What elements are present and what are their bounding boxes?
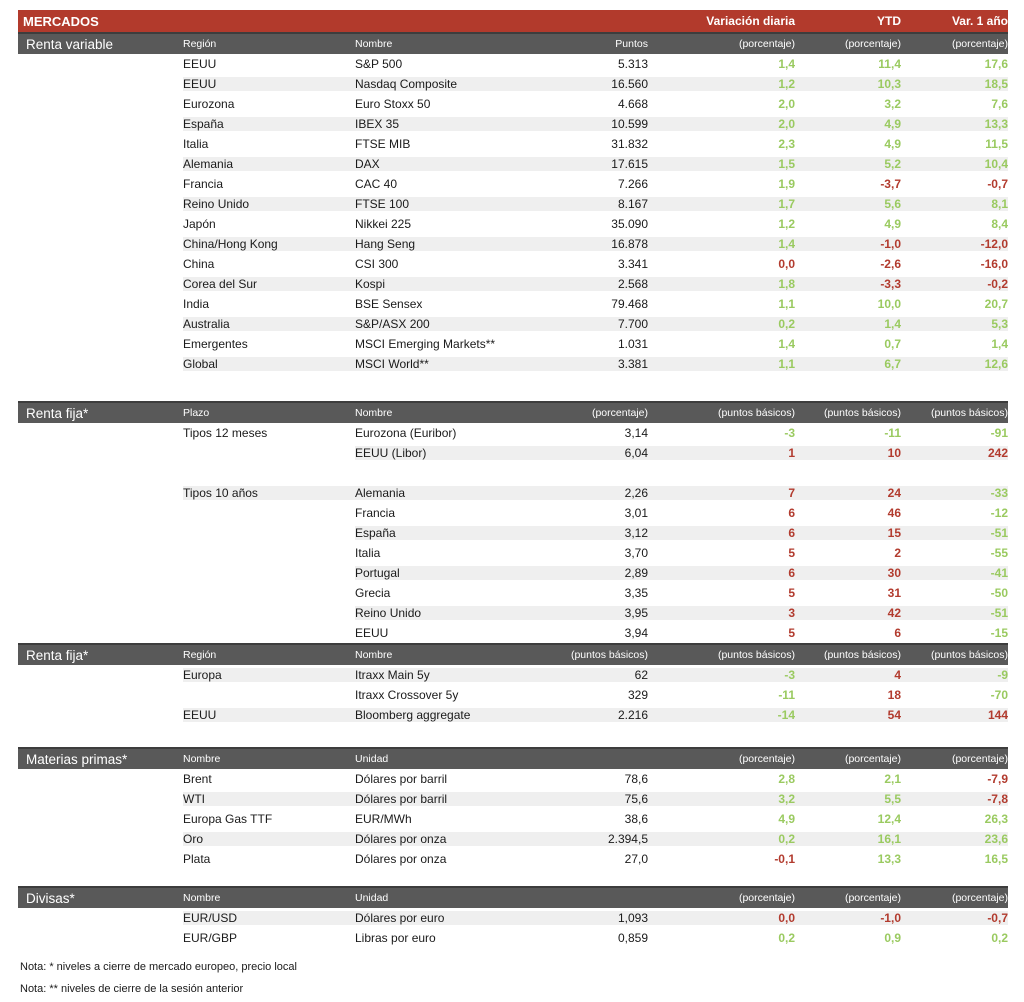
value-cell: 10.599 <box>558 117 648 131</box>
daily-change-cell: 6 <box>788 506 795 520</box>
section-label: Materias primas* <box>26 751 128 767</box>
footnotes <box>20 956 1008 1000</box>
row-label-cell: WTI <box>183 792 355 806</box>
table-row <box>18 789 1008 809</box>
row-label-cell: EEUU <box>183 77 355 91</box>
daily-change-cell: 1,4 <box>778 57 795 71</box>
section-header <box>18 643 1008 665</box>
ytd-header: (porcentaje) <box>844 892 901 904</box>
daily-header: (puntos básicos) <box>717 649 795 661</box>
table-row <box>18 543 1008 563</box>
value-header: (porcentaje) <box>591 407 648 419</box>
table-row <box>18 483 1008 503</box>
name-cell: Eurozona (Euribor) <box>355 426 457 440</box>
name-cell: Libras por euro <box>355 931 436 945</box>
value-cell: 3.341 <box>617 257 648 271</box>
value-cell: 79.468 <box>611 297 648 311</box>
1y-change-cell: 12,6 <box>901 357 1008 371</box>
1y-change-cell: -9 <box>901 668 1008 682</box>
table-row <box>18 928 1008 948</box>
ytd-change-cell: 15 <box>795 526 901 540</box>
table-row <box>18 563 1008 583</box>
col1-header: Región <box>183 649 217 661</box>
value-cell: 2.568 <box>558 277 648 291</box>
ytd-change-cell: 16,1 <box>795 832 901 846</box>
section-label: Renta fija* <box>26 647 89 663</box>
value-cell: 2,26 <box>558 486 648 500</box>
ytd-change-cell: 3,2 <box>884 97 901 111</box>
1y-change-cell: 5,3 <box>901 317 1008 331</box>
1y-change-cell: 11,5 <box>985 137 1008 151</box>
value-cell: 62 <box>558 668 648 682</box>
table-row <box>18 809 1008 829</box>
1y-change-cell: -0,7 <box>901 911 1008 925</box>
table-row <box>18 94 1008 114</box>
table-row <box>18 314 1008 334</box>
row-label-cell: EEUU <box>183 57 217 71</box>
name-cell: IBEX 35 <box>355 117 558 131</box>
daily-change-cell: 6 <box>648 526 795 540</box>
name-cell: Hang Seng <box>355 237 558 251</box>
section-label: Divisas* <box>26 890 75 906</box>
table-row <box>18 274 1008 294</box>
name-cell: Francia <box>355 506 396 520</box>
row-label-cell: Francia <box>183 177 224 191</box>
1y-change-cell: -33 <box>901 486 1008 500</box>
value-cell: 31.832 <box>611 137 648 151</box>
daily-change-cell: 1,9 <box>778 177 795 191</box>
ytd-change-cell: 24 <box>795 486 901 500</box>
ytd-change-cell: 5,2 <box>795 157 901 171</box>
1y-change-cell: 10,4 <box>901 157 1008 171</box>
value-cell: 38,6 <box>624 812 648 826</box>
name-cell: Dólares por onza <box>355 832 558 846</box>
footnote-2: Nota: ** niveles de cierre de la sesión anterior <box>20 983 244 995</box>
ytd-change-cell: 13,3 <box>877 852 901 866</box>
section <box>18 32 1008 374</box>
name-cell: Grecia <box>355 586 391 600</box>
row-label-cell: Corea del Sur <box>183 277 355 291</box>
markets-table <box>18 10 1008 1000</box>
name-cell: Nasdaq Composite <box>355 77 558 91</box>
value-cell: 2.216 <box>558 708 648 722</box>
row-label-cell: Australia <box>183 317 355 331</box>
row-label-cell: Japón <box>183 217 216 231</box>
daily-change-cell: 1,2 <box>648 77 795 91</box>
ytd-change-cell: 18 <box>887 688 901 702</box>
ytd-change-cell: 0,9 <box>884 931 901 945</box>
daily-change-cell: 1,8 <box>648 277 795 291</box>
section <box>18 401 1008 643</box>
row-label-cell: Europa Gas TTF <box>183 812 273 826</box>
title-bar <box>18 10 1008 32</box>
ytd-change-cell: 1,4 <box>795 317 901 331</box>
table-row <box>18 114 1008 134</box>
ytd-change-cell: 2,1 <box>884 772 901 786</box>
daily-change-cell: 0,0 <box>778 257 795 271</box>
1y-change-cell: -51 <box>901 526 1008 540</box>
name-cell: Reino Unido <box>355 606 558 620</box>
col2-header: Unidad <box>355 753 389 765</box>
ytd-change-cell: -3,3 <box>795 277 901 291</box>
col1-header: Nombre <box>183 753 221 765</box>
daily-change-cell: 5 <box>788 586 795 600</box>
section-header <box>18 886 1008 908</box>
name-cell: S&P 500 <box>355 57 403 71</box>
1y-change-cell: -16,0 <box>980 257 1008 271</box>
1y-change-cell: -0,7 <box>987 177 1008 191</box>
1y-change-cell: -41 <box>901 566 1008 580</box>
table-row <box>18 254 1008 274</box>
ytd-change-cell: -1,0 <box>795 237 901 251</box>
value-cell: 2,89 <box>558 566 648 580</box>
1y-change-cell: 1,4 <box>991 337 1008 351</box>
row-label-cell: Reino Unido <box>183 197 355 211</box>
ytd-change-cell: 4 <box>795 668 901 682</box>
ytd-change-cell: 42 <box>795 606 901 620</box>
value-cell: 8.167 <box>558 197 648 211</box>
1y-change-cell: 7,6 <box>991 97 1008 111</box>
table-row <box>18 665 1008 685</box>
ytd-change-cell: 5,5 <box>795 792 901 806</box>
table-row <box>18 423 1008 443</box>
daily-change-cell: 0,2 <box>648 317 795 331</box>
daily-change-cell: -3 <box>648 668 795 682</box>
daily-header: (porcentaje) <box>738 753 795 765</box>
name-cell: EEUU <box>355 626 389 640</box>
table-row <box>18 214 1008 234</box>
value-cell: 16.560 <box>558 77 648 91</box>
daily-change-cell: 2,8 <box>778 772 795 786</box>
name-cell: S&P/ASX 200 <box>355 317 558 331</box>
name-cell: Alemania <box>355 486 558 500</box>
name-cell: MSCI Emerging Markets** <box>355 337 496 351</box>
daily-header: (porcentaje) <box>738 892 795 904</box>
value-cell: 7.266 <box>617 177 648 191</box>
ytd-change-cell: -3,7 <box>880 177 901 191</box>
col1-header: Región <box>183 38 217 50</box>
1y-change-cell: -15 <box>990 626 1008 640</box>
row-label-cell: Oro <box>183 832 355 846</box>
col2-header: Nombre <box>355 38 393 50</box>
daily-change-cell: 0,2 <box>648 832 795 846</box>
ytd-change-cell: 2 <box>894 546 901 560</box>
daily-change-cell: 1,4 <box>648 237 795 251</box>
table-row <box>18 829 1008 849</box>
value-cell: 3,01 <box>624 506 648 520</box>
ytd-change-cell: 5,6 <box>795 197 901 211</box>
ytd-change-cell: 0,7 <box>884 337 901 351</box>
value-cell: 3,95 <box>558 606 648 620</box>
row-label-cell: EUR/GBP <box>183 931 238 945</box>
1y-change-cell: 13,3 <box>901 117 1008 131</box>
1y-change-cell: 16,5 <box>984 852 1008 866</box>
value-cell: 27,0 <box>624 852 648 866</box>
ytd-header: (puntos básicos) <box>823 407 901 419</box>
1y-change-cell: 26,3 <box>984 812 1008 826</box>
ytd-change-cell: 10 <box>795 446 901 460</box>
col2-header: Unidad <box>355 892 389 904</box>
table-row <box>18 523 1008 543</box>
col1-header: Plazo <box>183 407 210 419</box>
daily-change-cell: 3,2 <box>648 792 795 806</box>
daily-change-cell: -0,1 <box>774 852 795 866</box>
1y-change-cell: -7,8 <box>901 792 1008 806</box>
sections-container <box>18 32 1008 948</box>
section <box>18 886 1008 948</box>
daily-change-cell: -14 <box>648 708 795 722</box>
table-row <box>18 74 1008 94</box>
value-cell: 0,859 <box>617 931 648 945</box>
row-label-cell: Brent <box>183 772 212 786</box>
name-cell: Kospi <box>355 277 558 291</box>
1y-header: (porcentaje) <box>951 38 1008 50</box>
name-cell: Itraxx Crossover 5y <box>355 688 459 702</box>
ytd-header: (puntos básicos) <box>823 649 901 661</box>
daily-change-cell: 0,0 <box>648 911 795 925</box>
section-header <box>18 32 1008 54</box>
name-cell: Italia <box>355 546 381 560</box>
value-cell: 329 <box>627 688 648 702</box>
name-cell: Dólares por euro <box>355 911 558 925</box>
col2-header: Nombre <box>355 649 393 661</box>
name-cell: Dólares por barril <box>355 792 558 806</box>
name-cell: CSI 300 <box>355 257 399 271</box>
table-row <box>18 294 1008 314</box>
table-row <box>18 334 1008 354</box>
value-cell: 3,35 <box>624 586 648 600</box>
section-label: Renta fija* <box>26 405 89 421</box>
ytd-change-cell: 31 <box>887 586 901 600</box>
1y-change-cell: 0,2 <box>991 931 1008 945</box>
1y-change-cell: 144 <box>901 708 1008 722</box>
1y-change-cell: -0,2 <box>901 277 1008 291</box>
row-label-cell: España <box>183 117 355 131</box>
table-row <box>18 685 1008 705</box>
name-cell: Dólares por onza <box>355 852 447 866</box>
column-title-ytd: YTD <box>877 14 901 28</box>
daily-change-cell: 1,1 <box>778 297 795 311</box>
ytd-change-cell: 6,7 <box>795 357 901 371</box>
value-cell: 1,093 <box>558 911 648 925</box>
name-cell: CAC 40 <box>355 177 398 191</box>
value-cell: 3.381 <box>558 357 648 371</box>
table-row <box>18 623 1008 643</box>
1y-change-cell: 8,1 <box>901 197 1008 211</box>
spacer-row <box>18 463 1008 483</box>
daily-change-cell: 5 <box>788 546 795 560</box>
table-row <box>18 603 1008 623</box>
daily-change-cell: 1,7 <box>648 197 795 211</box>
value-cell: 17.615 <box>558 157 648 171</box>
table-row <box>18 134 1008 154</box>
row-label-cell: China <box>183 257 215 271</box>
daily-change-cell: 1,1 <box>648 357 795 371</box>
ytd-change-cell: 12,4 <box>877 812 901 826</box>
row-label-cell: Eurozona <box>183 97 235 111</box>
daily-change-cell: 0,2 <box>778 931 795 945</box>
table-row <box>18 769 1008 789</box>
1y-change-cell: 8,4 <box>991 217 1008 231</box>
ytd-change-cell: 30 <box>795 566 901 580</box>
1y-header: (puntos básicos) <box>930 649 1008 661</box>
ytd-change-cell: 11,4 <box>878 57 901 71</box>
ytd-header: (porcentaje) <box>844 753 901 765</box>
daily-header: (puntos básicos) <box>717 407 795 419</box>
name-cell: MSCI World** <box>355 357 558 371</box>
daily-change-cell: 6 <box>648 566 795 580</box>
value-cell: 2.394,5 <box>558 832 648 846</box>
table-row <box>18 908 1008 928</box>
name-cell: FTSE 100 <box>355 197 558 211</box>
value-header: Puntos <box>615 38 648 50</box>
1y-change-cell: 17,6 <box>984 57 1008 71</box>
name-cell: Bloomberg aggregate <box>355 708 558 722</box>
row-label-cell: Europa <box>183 668 355 682</box>
name-cell: Itraxx Main 5y <box>355 668 558 682</box>
table-row <box>18 234 1008 254</box>
row-label-cell: Alemania <box>183 157 355 171</box>
1y-change-cell: 23,6 <box>901 832 1008 846</box>
table-row <box>18 194 1008 214</box>
daily-change-cell: 3 <box>648 606 795 620</box>
value-cell: 3,94 <box>624 626 648 640</box>
value-cell: 6,04 <box>558 446 648 460</box>
name-cell: EEUU (Libor) <box>355 446 558 460</box>
1y-header: (puntos básicos) <box>930 407 1008 419</box>
value-header: (puntos básicos) <box>570 649 648 661</box>
1y-change-cell: -12 <box>990 506 1008 520</box>
daily-change-cell: 1,5 <box>648 157 795 171</box>
daily-change-cell: -11 <box>778 688 795 702</box>
name-cell: Portugal <box>355 566 558 580</box>
column-title-1y-variation: Var. 1 año <box>951 14 1008 28</box>
ytd-change-cell: 6 <box>894 626 901 640</box>
daily-change-cell: 5 <box>788 626 795 640</box>
row-label-cell: Emergentes <box>183 337 248 351</box>
1y-change-cell: 20,7 <box>984 297 1008 311</box>
ytd-change-cell: -11 <box>884 426 901 440</box>
daily-change-cell: 1,2 <box>778 217 795 231</box>
daily-change-cell: 1,4 <box>778 337 795 351</box>
daily-change-cell: 2,0 <box>778 97 795 111</box>
row-label-cell: EEUU <box>183 708 355 722</box>
table-row <box>18 705 1008 725</box>
ytd-change-cell: -2,6 <box>880 257 901 271</box>
ytd-change-cell: 4,9 <box>884 217 901 231</box>
daily-change-cell: 4,9 <box>778 812 795 826</box>
name-cell: Nikkei 225 <box>355 217 412 231</box>
1y-change-cell: -55 <box>990 546 1008 560</box>
value-cell: 3,12 <box>558 526 648 540</box>
ytd-change-cell: -1,0 <box>795 911 901 925</box>
row-label-cell: Tipos 10 años <box>183 486 355 500</box>
1y-header: (porcentaje) <box>951 753 1008 765</box>
1y-change-cell: -70 <box>990 688 1008 702</box>
ytd-change-cell: 10,0 <box>877 297 901 311</box>
value-cell: 3,70 <box>624 546 648 560</box>
row-label-cell: Tipos 12 meses <box>183 426 268 440</box>
daily-header: (porcentaje) <box>738 38 795 50</box>
table-row <box>18 443 1008 463</box>
ytd-change-cell: 4,9 <box>795 117 901 131</box>
ytd-change-cell: 46 <box>887 506 901 520</box>
section-header <box>18 401 1008 423</box>
column-title-daily-variation: Variación diaria <box>706 14 795 28</box>
1y-change-cell: -7,9 <box>987 772 1008 786</box>
value-cell: 1.031 <box>617 337 648 351</box>
section-header <box>18 747 1008 769</box>
row-label-cell: EUR/USD <box>183 911 355 925</box>
value-cell: 7.700 <box>558 317 648 331</box>
row-label-cell: India <box>183 297 210 311</box>
col2-header: Nombre <box>355 407 393 419</box>
section <box>18 747 1008 869</box>
1y-change-cell: -12,0 <box>901 237 1008 251</box>
1y-change-cell: -51 <box>901 606 1008 620</box>
value-cell: 16.878 <box>558 237 648 251</box>
value-cell: 75,6 <box>558 792 648 806</box>
table-row <box>18 354 1008 374</box>
daily-change-cell: 2,3 <box>778 137 795 151</box>
page-title: MERCADOS <box>23 13 99 29</box>
table-row <box>18 174 1008 194</box>
row-label-cell: China/Hong Kong <box>183 237 355 251</box>
ytd-change-cell: 10,3 <box>795 77 901 91</box>
row-label-cell: Italia <box>183 137 209 151</box>
table-row <box>18 503 1008 523</box>
ytd-change-cell: 4,9 <box>884 137 901 151</box>
footnote-1: Nota: * niveles a cierre de mercado europeo, precio local <box>20 961 297 973</box>
1y-change-cell: -50 <box>990 586 1008 600</box>
table-row <box>18 54 1008 74</box>
value-cell: 35.090 <box>611 217 648 231</box>
value-cell: 3,14 <box>624 426 648 440</box>
section-label: Renta variable <box>26 36 114 52</box>
value-cell: 5.313 <box>617 57 648 71</box>
name-cell: EUR/MWh <box>355 812 412 826</box>
name-cell: DAX <box>355 157 558 171</box>
section <box>18 643 1008 725</box>
name-cell: Dólares por barril <box>355 772 448 786</box>
1y-header: (porcentaje) <box>951 892 1008 904</box>
name-cell: BSE Sensex <box>355 297 423 311</box>
value-cell: 4.668 <box>617 97 648 111</box>
table-row <box>18 583 1008 603</box>
daily-change-cell: 2,0 <box>648 117 795 131</box>
ytd-header: (porcentaje) <box>844 38 901 50</box>
name-cell: España <box>355 526 558 540</box>
name-cell: Euro Stoxx 50 <box>355 97 431 111</box>
table-row <box>18 154 1008 174</box>
col1-header: Nombre <box>183 892 221 904</box>
1y-change-cell: 242 <box>901 446 1008 460</box>
name-cell: FTSE MIB <box>355 137 411 151</box>
daily-change-cell: -3 <box>784 426 795 440</box>
ytd-change-cell: 54 <box>795 708 901 722</box>
table-row <box>18 849 1008 869</box>
row-label-cell: Global <box>183 357 355 371</box>
daily-change-cell: 1 <box>648 446 795 460</box>
row-label-cell: Plata <box>183 852 211 866</box>
value-cell: 78,6 <box>624 772 648 786</box>
1y-change-cell: -91 <box>990 426 1008 440</box>
daily-change-cell: 7 <box>648 486 795 500</box>
1y-change-cell: 18,5 <box>901 77 1008 91</box>
